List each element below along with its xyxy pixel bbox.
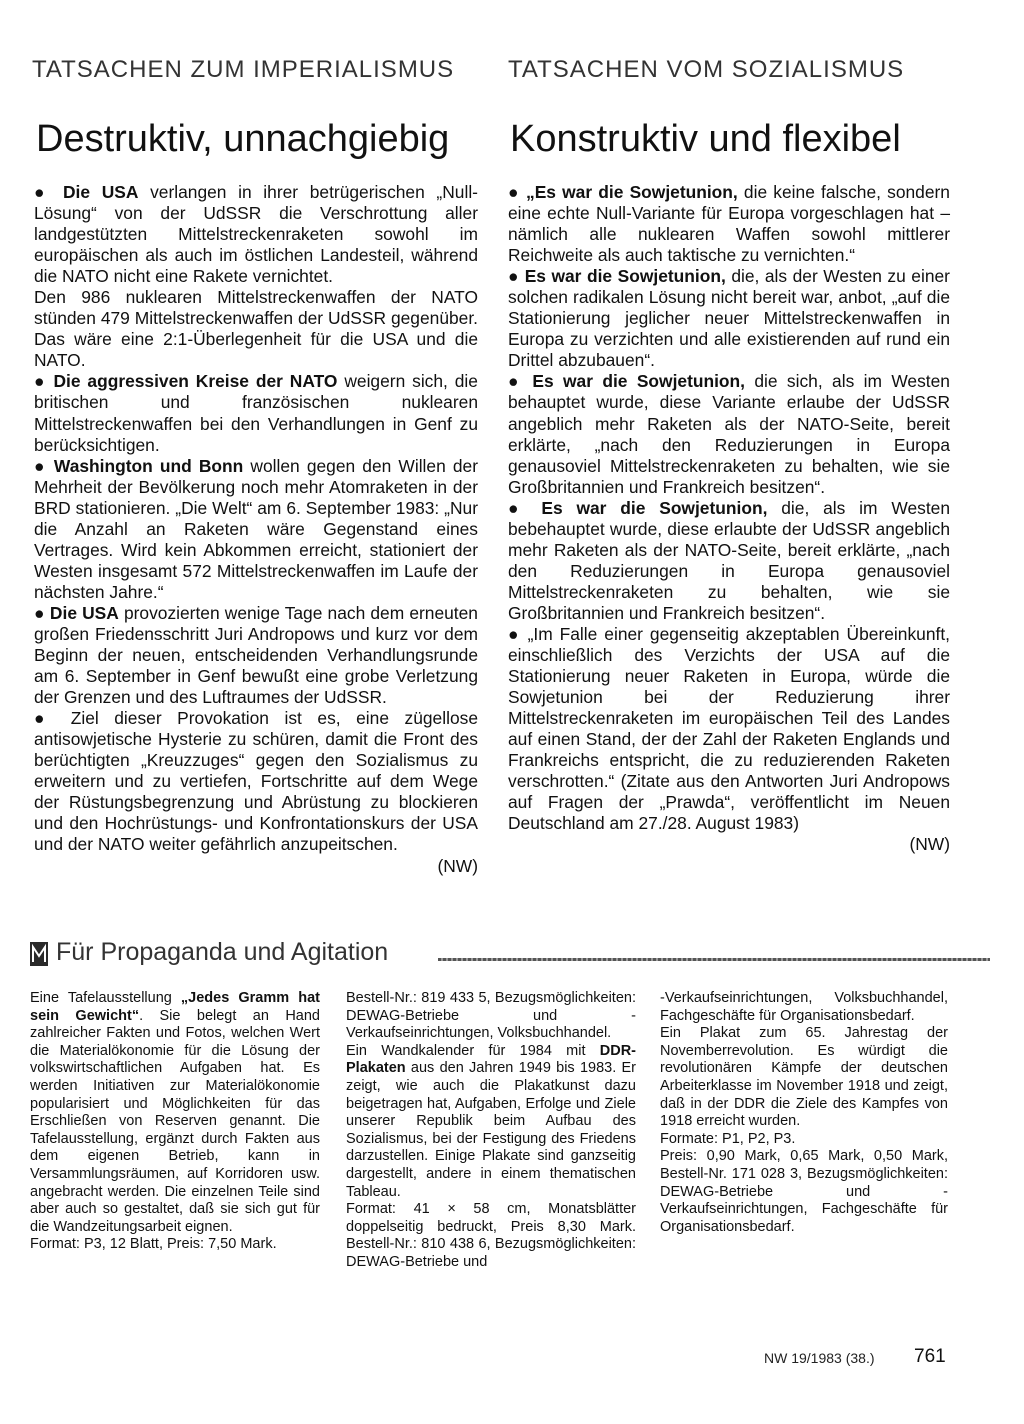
section-paragraph — [346, 1043, 636, 1201]
section-column-1 — [30, 990, 320, 1254]
section-paragraph — [660, 990, 948, 1025]
body-text: Ziel dieser Provokation ist es, eine zügellose antisowjetische Hysterie zu schüren, damit die Front des berüchtigten „Kreuzzuges“ gegen den Sozialismus zu erweitern und zu vertiefen, Fortschritte auf dem Wege der Rüstungsbegrenzung und Abrüstung zu blockieren und den Hochrüstungs- und Konfrontationskurs der USA und der NATO weiter gefährlich anzupeitschen. — [34, 708, 478, 855]
bold-text: DDR-Plakaten — [346, 1042, 636, 1077]
body-text: provozierten wenige Tage nach dem erneuten großen Friedensschritt Juri Andropows und kurz vor dem Beginn der neuen, entscheidenden Verhandlungsrunde am 6. September in Genf bewußt eine grobe Verletzung der Grenzen und des Luftraumes der UdSSR. — [34, 602, 478, 708]
section-column-2 — [346, 990, 636, 1272]
right-paragraph-3 — [508, 371, 950, 497]
left-kicker: TATSACHEN ZUM IMPERIALISMUS — [32, 56, 455, 83]
bullet-icon: ● — [508, 182, 520, 202]
left-source: (NW) — [437, 855, 478, 876]
bullet-icon: ● — [508, 623, 521, 644]
section-paragraph — [30, 1236, 320, 1254]
body-text: verlangen in ihrer betrügerischen „Null-Lösung“ von der UdSSR die Verschrottung aller landgestützten Mittelstreckenraketen sowohl im europäischen als auch im östlichen Landesteil, während die NATO nicht eine Rakete vernichtet. — [34, 182, 478, 287]
left-paragraph-6 — [34, 708, 478, 855]
body-text: weigern sich, die britischen und französischen nuklearen Mittelstreckenwaffen bei den Verhandlungen in Genf zu berücksichtigen. — [34, 371, 478, 455]
text: Formate: P1, P2, P3. — [660, 1130, 796, 1147]
left-paragraph-3 — [34, 371, 478, 455]
right-headline: Konstruktiv und flexibel — [510, 118, 901, 160]
section-paragraph — [660, 1131, 948, 1149]
text: Ein Wandkalender für 1984 mit — [346, 1042, 600, 1059]
section-paragraph — [30, 990, 320, 1236]
bullet-icon: ● — [34, 708, 56, 729]
left-headline: Destruktiv, unnachgiebig — [36, 118, 450, 160]
bullet-icon: ● — [34, 455, 47, 476]
section-rule — [438, 958, 990, 961]
body-text: die, als im Westen bebehauptet wurde, diese erlaubte der UdSSR angeblich mehr Raketen als der NATO-Seite, bereit erklärte, „nach den Reduzierungen in Europa genausoviel Mittelstreckenraketen zu behalten, wie sie Großbritannien und Frankreich besitzen“. — [508, 497, 951, 623]
bullet-icon: ● — [34, 602, 45, 623]
body-text: Den 986 nuklearen Mittelstreckenwaffen der NATO stünden 479 Mittelstreckenwaffen der UdSSR gegenüber. Das wäre eine 2:1-Überlegenheit für die USA und die NATO. — [34, 287, 478, 371]
right-kicker: TATSACHEN VOM SOZIALISMUS — [508, 56, 905, 83]
section-header — [30, 938, 990, 972]
right-source: (NW) — [909, 834, 950, 855]
bullet-icon: ● — [508, 266, 520, 287]
section-paragraph — [346, 1201, 636, 1271]
text: -Verkaufseinrichtungen, Volksbuchhandel, Fachgeschäfte für Organisationsbedarf. — [660, 990, 948, 1024]
text: aus den Jahren 1949 bis 1983. Er zeigt, wie auch die Plakatkunst dazu beigetragen hat, Aufgaben, Erfolge und Ziele unserer Republik beim Aufbau des Sozialismus, bei der Festigung des Friedens darzustellen. Einige Plakate sind ganzseitig dargestellt, andere in einem thematischen Tableau. — [346, 1060, 636, 1200]
text: Ein Plakat zum 65. Jahrestag der Novemberrevolution. Es würdigt die revolutionären Kämpfe der deutschen Arbeiterklasse im November 1918 und zeigt, daß in der DDR die Ziele des Kampfes von 1918 erreicht wurden. — [660, 1025, 948, 1130]
left-paragraph-5 — [34, 603, 478, 708]
page-number: 761 — [914, 1346, 946, 1367]
text: Preis: 0,90 Mark, 0,65 Mark, 0,50 Mark, Bestell-Nr. 171 028 3, Bezugsmöglichkeiten: DEWAG-Betriebe und -Verkaufseinrichtungen, Fachgeschäfte für Organisationsbedarf. — [660, 1148, 948, 1235]
right-paragraph-2 — [508, 266, 950, 371]
text: Format: 41 × 58 cm, Monatsblätter doppelseitig bedruckt, Preis 8,30 Mark. Bestell-Nr.: 810 438 6, Bezugsmöglichkeiten: DEWAG-Betriebe und — [346, 1201, 636, 1270]
text: Bestell-Nr.: 819 433 5, Bezugsmöglichkeiten: DEWAG-Betriebe und -Verkaufseinrichtungen, Volksbuchhandel. — [346, 990, 636, 1042]
bold-text: „Jedes Gramm hat sein Gewicht“ — [30, 990, 320, 1024]
right-paragraph-1 — [508, 182, 950, 266]
lead-text: Die USA — [62, 182, 139, 202]
section-paragraph — [660, 1148, 948, 1236]
lead-text: Washington und Bonn — [53, 455, 244, 476]
body-text: die sich, als im Westen behauptet wurde, diese Variante erlaube der UdSSR angeblich mehr Raketen als der NATO-Seite, bereit erklärte, „nach den Reduzierungen in Europa genausoviel Mittelstreckenraketen zu behalten, wie sie Großbritannien und Frankreich besitzen“. — [508, 371, 950, 497]
text: Eine Tafelausstellung — [30, 990, 181, 1006]
lead-text: Die USA — [49, 602, 119, 623]
left-paragraph-4 — [34, 456, 478, 603]
left-paragraph-2 — [34, 287, 478, 371]
bullet-icon: ● — [34, 371, 47, 392]
text: . Sie belegt an Hand zahlreicher Fakten und Fotos, welchen Wert die Materialökonomie für die Lösung der volkswirtschaftlichen Aufgaben hat. Es werden Initiativen zur Materialökonomie popularisiert und Möglichkeiten für das Erschließen von Reserven genannt. Die Tafelausstellung, ergänzt durch Fakten aus dem eigenen Betrieb, kann in Versammlungsräumen, auf Korridoren usw. angebracht werden. Die einzelnen Teile sind aber auch so gestaltet, daß sie sich gut für die Wandzeitungsarbeit eignen. — [30, 1007, 320, 1235]
issue-reference: NW 19/1983 (38.) — [764, 1350, 875, 1366]
section-paragraph — [660, 1025, 948, 1131]
right-column — [508, 182, 950, 856]
left-column — [34, 182, 478, 877]
body-text: wollen gegen den Willen der Mehrheit der Bevölkerung noch mehr Atomraketen in der BRD stationieren. „Die Welt“ am 6. September 1983: „Nur die Anzahl an Raketen wäre Gegenstand eines Vertrages. Wird kein Abkommen erreicht, stationiert der Westen insgesamt 572 Mittelstreckenwaffen im Laufe der nächsten Jahre.“ — [34, 455, 479, 602]
lead-text: Es war die Sowjetunion, — [524, 266, 726, 287]
section-title: Für Propaganda und Agitation — [56, 938, 389, 966]
right-paragraph-4 — [508, 498, 950, 624]
bullet-icon: ● — [508, 497, 528, 518]
nw-logo-icon — [30, 942, 48, 966]
lead-text: Es war die Sowjetunion, — [532, 371, 746, 392]
section-column-3 — [660, 990, 948, 1236]
bullet-icon: ● — [34, 182, 52, 202]
lead-text: Die aggressiven Kreise der NATO — [53, 371, 338, 392]
body-text: „Im Falle einer gegenseitig akzeptablen Übereinkunft, einschließlich des Verzichts der USA auf die Stationierung neuer Raketen in Europa, würde die Sowjetunion bei der Reduzierung ihrer Mittelstreckenraketen im europäischen Teil des Landes auf einen Stand, der der Zahl der Raketen Englands und Frankreichs entspricht, die zu reduzierenden Raketen verschrotten.“ (Zitate aus den Antworten Juri Andropows auf Fragen der „Prawda“, veröffentlicht im Neuen Deutschland am 27./28. August 1983) — [508, 623, 950, 834]
body-text: die, als der Westen zu einer solchen radikalen Lösung nicht bereit war, anbot, „auf die Stationierung jeglicher neuer Mittelstreckenwaffen in Europa zu verzichten und alle existierenden auf rund ein Drittel abzubauen“. — [508, 266, 950, 371]
bullet-icon: ● — [508, 371, 524, 392]
lead-text: „Es war die Sowjetunion, — [526, 182, 738, 202]
body-text: die keine falsche, sondern eine echte Null-Variante für Europa vorgeschlagen hat – nämlich alle nuklearen Waffen sowohl mittlerer Reichweite als auch taktische zu vernichten.“ — [508, 182, 950, 266]
left-paragraph-1 — [34, 182, 478, 287]
section-paragraph — [346, 990, 636, 1043]
right-paragraph-5 — [508, 624, 950, 834]
text: Format: P3, 12 Blatt, Preis: 7,50 Mark. — [30, 1236, 277, 1253]
lead-text: Es war die Sowjetunion, — [541, 497, 768, 518]
